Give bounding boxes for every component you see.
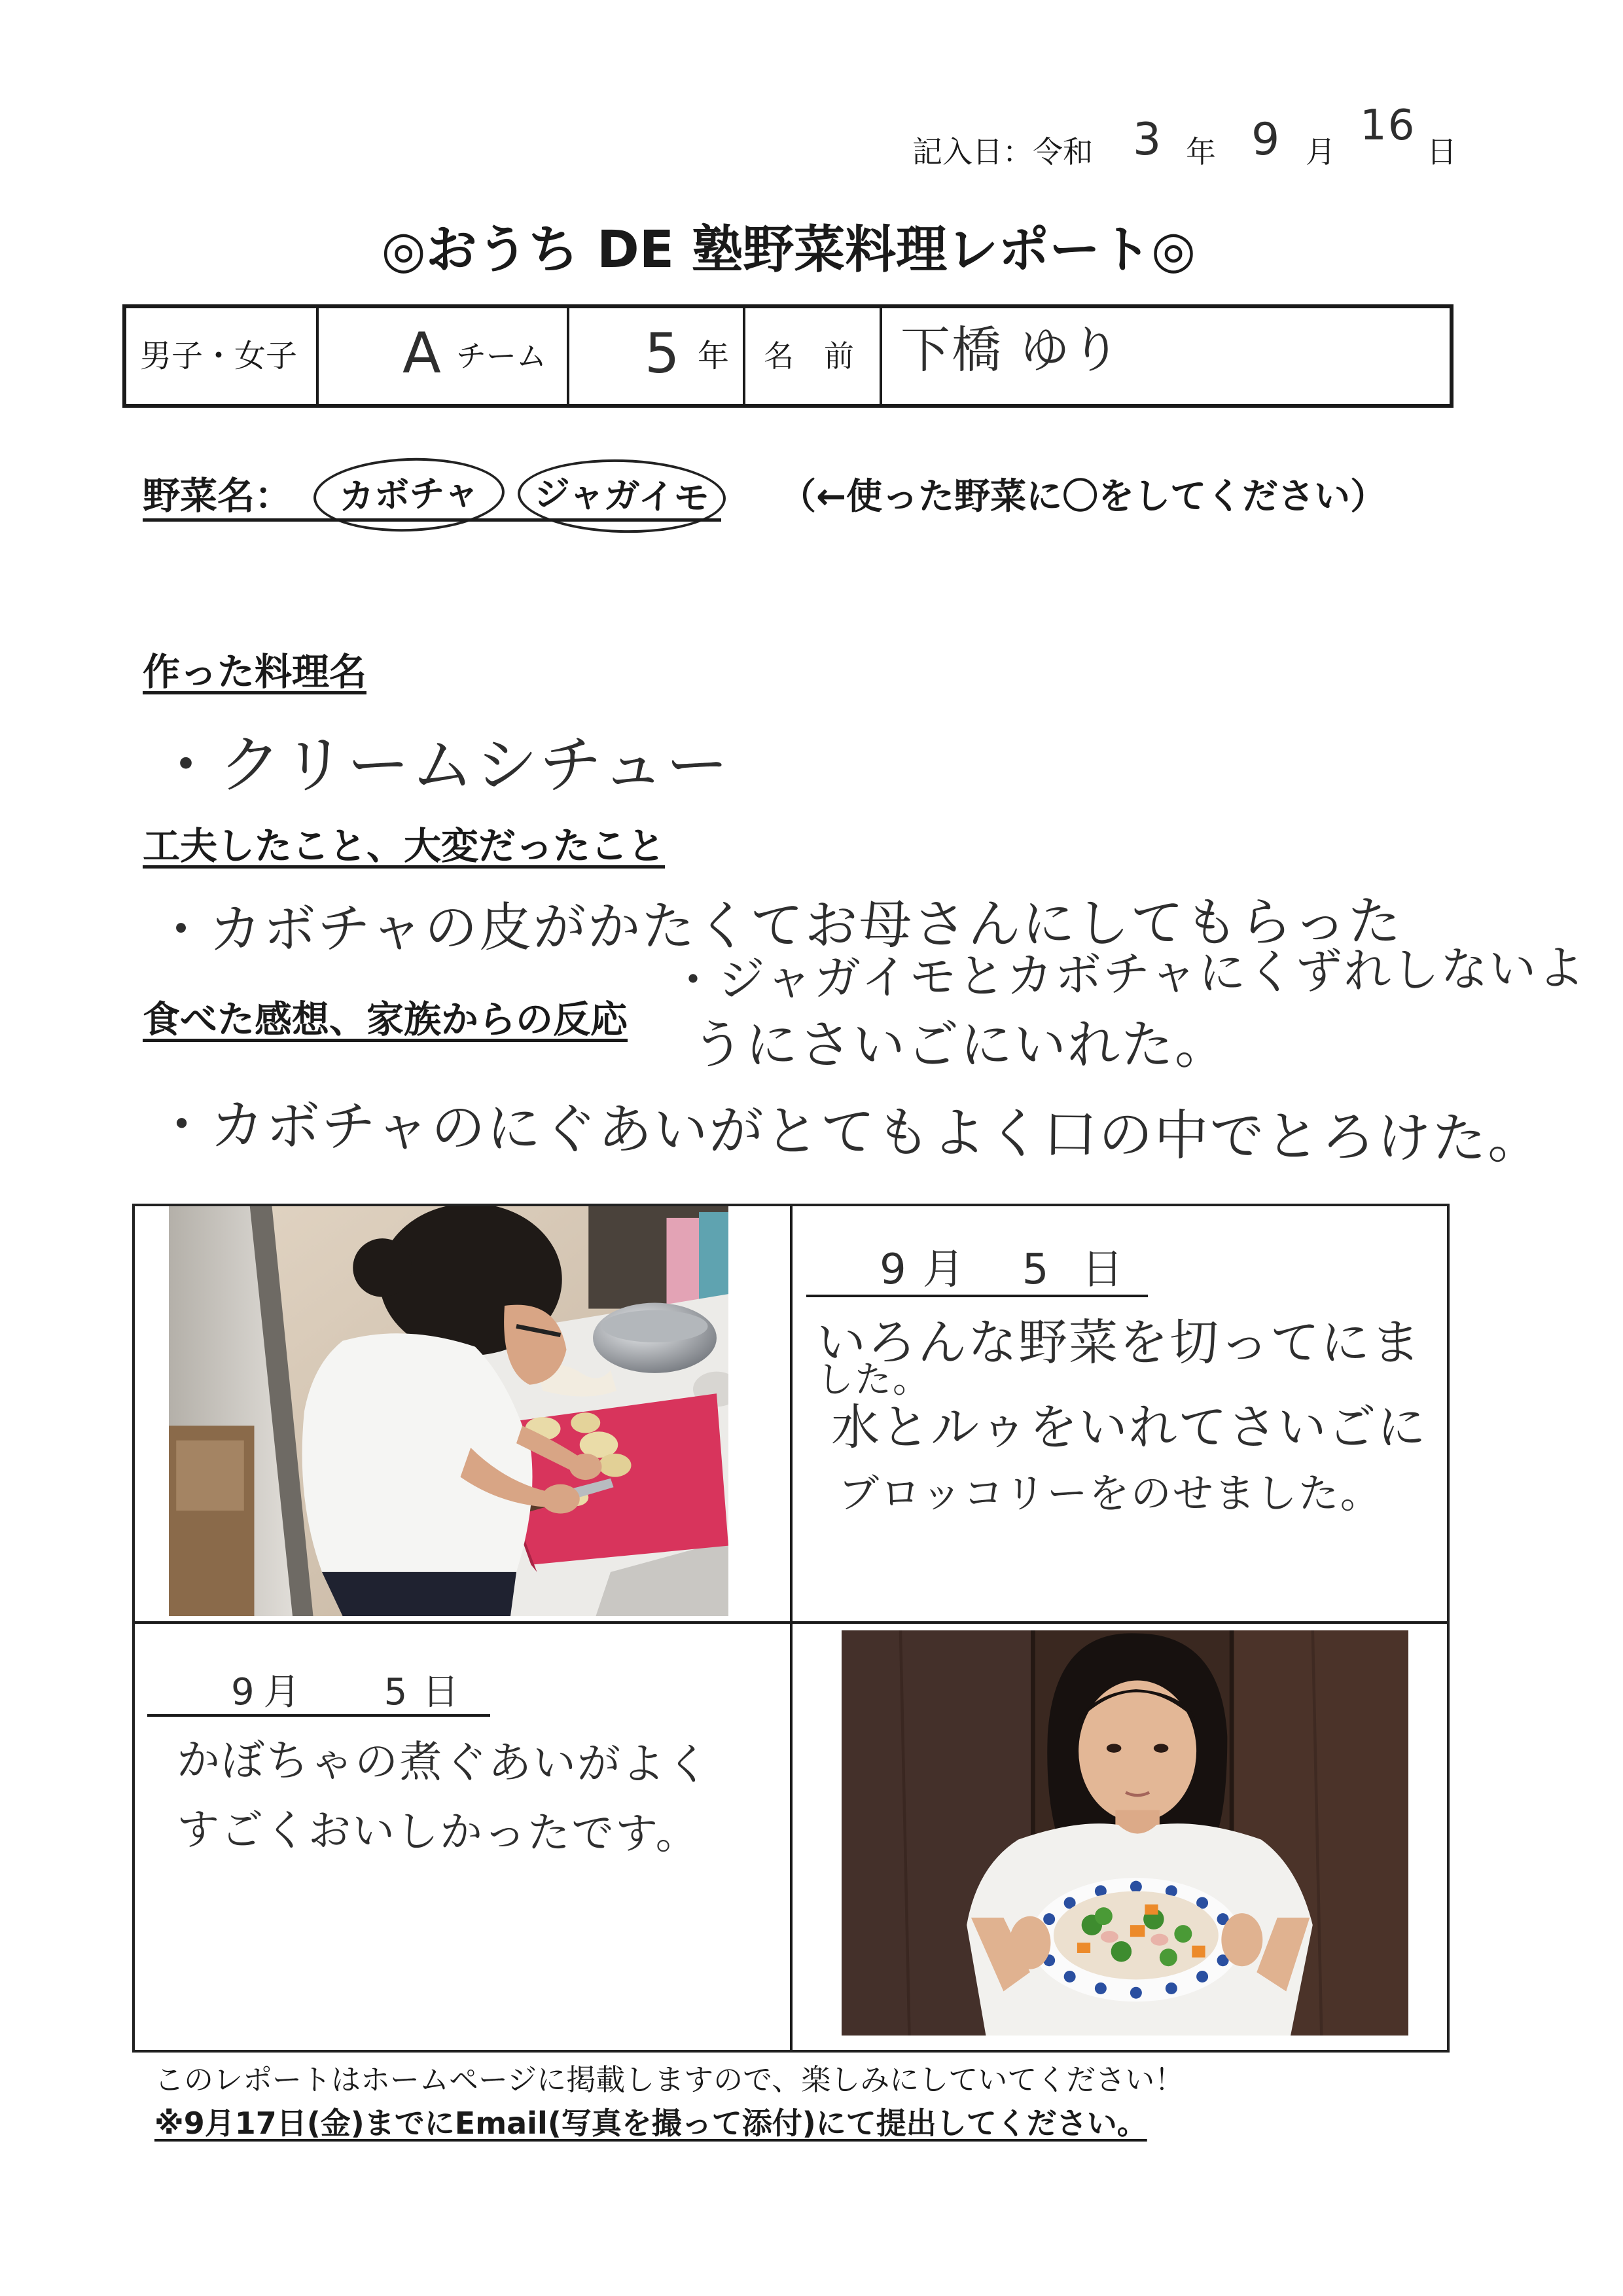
vegetables-label: 野菜名：	[143, 475, 292, 518]
vegetable-option-circle	[312, 455, 506, 535]
team-value: A	[402, 321, 442, 386]
entry-date-year: 3	[1133, 114, 1163, 166]
info-row	[122, 304, 1454, 408]
vegetables-instruction: （←使った野菜に〇をしてください）	[780, 475, 1387, 517]
note-top-right-line: した。	[817, 1359, 931, 1401]
cell-divider	[880, 308, 882, 404]
vegetable-option-potato: ジャガイモ	[533, 473, 710, 519]
entry-date-year-unit: 年	[1186, 134, 1216, 170]
stew-bowl	[1030, 1878, 1242, 2001]
cell-divider	[743, 308, 745, 404]
grid-divider-vertical	[790, 1206, 793, 2050]
impression-label: 食べた感想、家族からの反応	[143, 998, 628, 1041]
footer-notice: このレポートはホームページに掲載しますので、楽しみにしていてください！	[154, 2062, 1185, 2097]
note-top-right-line: いろんな野菜を切ってにま	[817, 1314, 1422, 1371]
effort-label: 工夫したこと、大変だったこと	[143, 825, 665, 868]
note-bottom-left-date-underline	[147, 1714, 490, 1717]
entry-date-month-unit: 月	[1306, 134, 1336, 170]
note-top-right-line: 水とルゥをいれてさいごに	[831, 1399, 1427, 1456]
photo-finished-stew	[842, 1630, 1408, 2036]
note-date-month-unit: 月	[922, 1246, 966, 1294]
note-date-day-unit: 日	[422, 1671, 461, 1713]
note-date-month: 9	[880, 1246, 908, 1294]
cell-divider	[567, 308, 569, 404]
photo-grid	[132, 1204, 1450, 2053]
student-name: 下橋 ゆり	[901, 321, 1122, 379]
photo-finished-stew-image	[842, 1630, 1408, 2036]
photo-cutting-vegetables	[169, 1206, 728, 1616]
name-label: 名 前	[764, 338, 854, 374]
note-date-month-unit: 月	[263, 1671, 302, 1713]
note-date-day: 5	[1022, 1246, 1050, 1294]
metal-bowl	[593, 1303, 717, 1373]
vegetable-option-circle	[517, 457, 727, 535]
effort-answer-line: ・ジャガイモとカボチャにくずれしないよ	[669, 940, 1586, 1008]
vegetables-underline	[143, 518, 721, 522]
dish-answer: ・クリームシチュー	[154, 728, 730, 802]
note-top-right-line: ブロッコリーをのせました。	[838, 1469, 1382, 1517]
page-title: ◎おうち DE 塾野菜料理レポート◎	[381, 221, 1196, 279]
effort-answer-line: うにさいごにいれた。	[692, 1014, 1228, 1075]
grid-divider-horizontal	[135, 1621, 1447, 1624]
team-label: チーム	[456, 338, 546, 374]
grade-value: 5	[645, 321, 681, 386]
footer-deadline: ※9月17日(金)までにEmail(写真を撮って添付)にて提出してください。	[154, 2106, 1147, 2141]
note-bottom-left-line: すごくおいしかったです。	[176, 1805, 700, 1859]
vegetable-option-pumpkin: カボチャ	[338, 471, 480, 518]
gender-label: 男子・女子	[140, 338, 298, 374]
note-top-right-date-underline	[806, 1295, 1148, 1297]
effort-answer-line: ・カボチャの皮がかたくてお母さんにしてもらった	[154, 891, 1402, 961]
note-date-day-unit: 日	[1081, 1246, 1125, 1294]
entry-date-label: 記入日：令和	[912, 134, 1093, 170]
impression-answer-line: ・カボチャのにぐあいがとてもよく口の中でとろけた。	[154, 1092, 1544, 1172]
note-top-right-date	[880, 1246, 1125, 1294]
dish-label: 作った料理名	[143, 651, 366, 694]
note-date-day: 5	[383, 1671, 409, 1713]
note-bottom-left-date	[231, 1671, 461, 1713]
note-bottom-left-line: かぼちゃの煮ぐあいがよく	[176, 1734, 711, 1790]
note-date-month: 9	[231, 1671, 256, 1713]
entry-date-month: 9	[1251, 114, 1281, 166]
grade-label: 年	[698, 338, 730, 374]
entry-date-day-unit: 日	[1427, 134, 1457, 170]
photo-cutting-vegetables-image	[169, 1206, 728, 1616]
cell-divider	[316, 308, 319, 404]
entry-date-day: 16	[1360, 101, 1416, 150]
